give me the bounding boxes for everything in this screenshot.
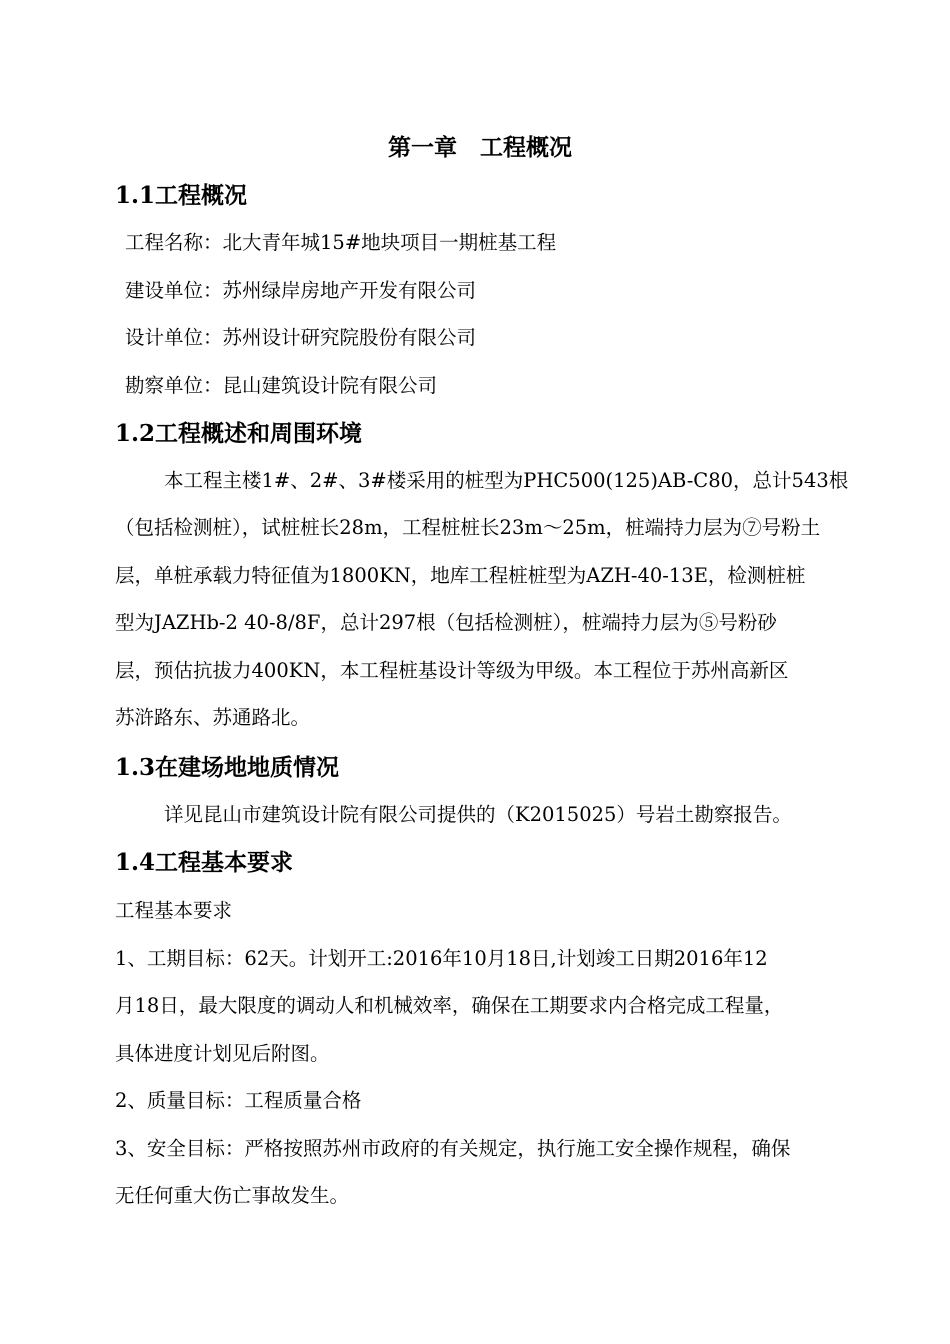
section-heading-1-3: 1.3在建场地地质情况 xyxy=(115,754,340,781)
builder-unit-line: 建设单位：苏州绿岸房地产开发有限公司 xyxy=(125,279,477,302)
design-unit-line: 设计单位：苏州设计研究院股份有限公司 xyxy=(125,326,477,349)
requirement-line: 无任何重大伤亡事故发生。 xyxy=(115,1184,350,1207)
requirement-line: 月18日，最大限度的调动人和机械效率，确保在工期要求内合格完成工程量， xyxy=(115,994,784,1017)
requirement-line: 具体进度计划见后附图。 xyxy=(115,1042,330,1065)
overview-paragraph-line: 苏浒路东、苏通路北。 xyxy=(115,706,311,729)
project-name-line: 工程名称：北大青年城15#地块项目一期桩基工程 xyxy=(125,231,557,254)
section-heading-1-2: 1.2工程概述和周围环境 xyxy=(115,420,363,447)
requirements-subheading: 工程基本要求 xyxy=(115,899,233,922)
section-heading-1-1: 1.1工程概况 xyxy=(115,182,248,209)
overview-paragraph-line: 层，预估抗拔力400KN，本工程桩基设计等级为甲级。本工程位于苏州高新区 xyxy=(115,659,789,682)
requirement-line: 3、安全目标：严格按照苏州市政府的有关规定，执行施工安全操作规程，确保 xyxy=(115,1137,791,1160)
survey-unit-line: 勘察单位：昆山建筑设计院有限公司 xyxy=(125,374,438,397)
overview-paragraph-line: 本工程主楼1#、2#、3#楼采用的桩型为PHC500(125)AB-C80，总计543根 xyxy=(164,469,849,492)
chapter-title: 第一章 工程概况 xyxy=(388,134,572,161)
requirement-line: 2、质量目标：工程质量合格 xyxy=(115,1089,362,1112)
section-heading-1-4: 1.4工程基本要求 xyxy=(115,849,294,876)
requirement-line: 1、工期目标：62天。计划开工:2016年10月18日,计划竣工日期2016年12 xyxy=(115,947,768,970)
overview-paragraph-line: 型为JAZHb-2 40-8/8F，总计297根（包括检测桩），桩端持力层为⑤号粉砂 xyxy=(115,611,777,634)
overview-paragraph-line: （包括检测桩），试桩桩长28m，工程桩桩长23m～25m，桩端持力层为⑦号粉土 xyxy=(115,516,821,539)
overview-paragraph-line: 层，单桩承载力特征值为1800KN，地库工程桩桩型为AZH-40-13E，检测桩桩 xyxy=(115,564,806,587)
geology-paragraph-line: 详见昆山市建筑设计院有限公司提供的（K2015025）号岩土勘察报告。 xyxy=(164,803,792,826)
